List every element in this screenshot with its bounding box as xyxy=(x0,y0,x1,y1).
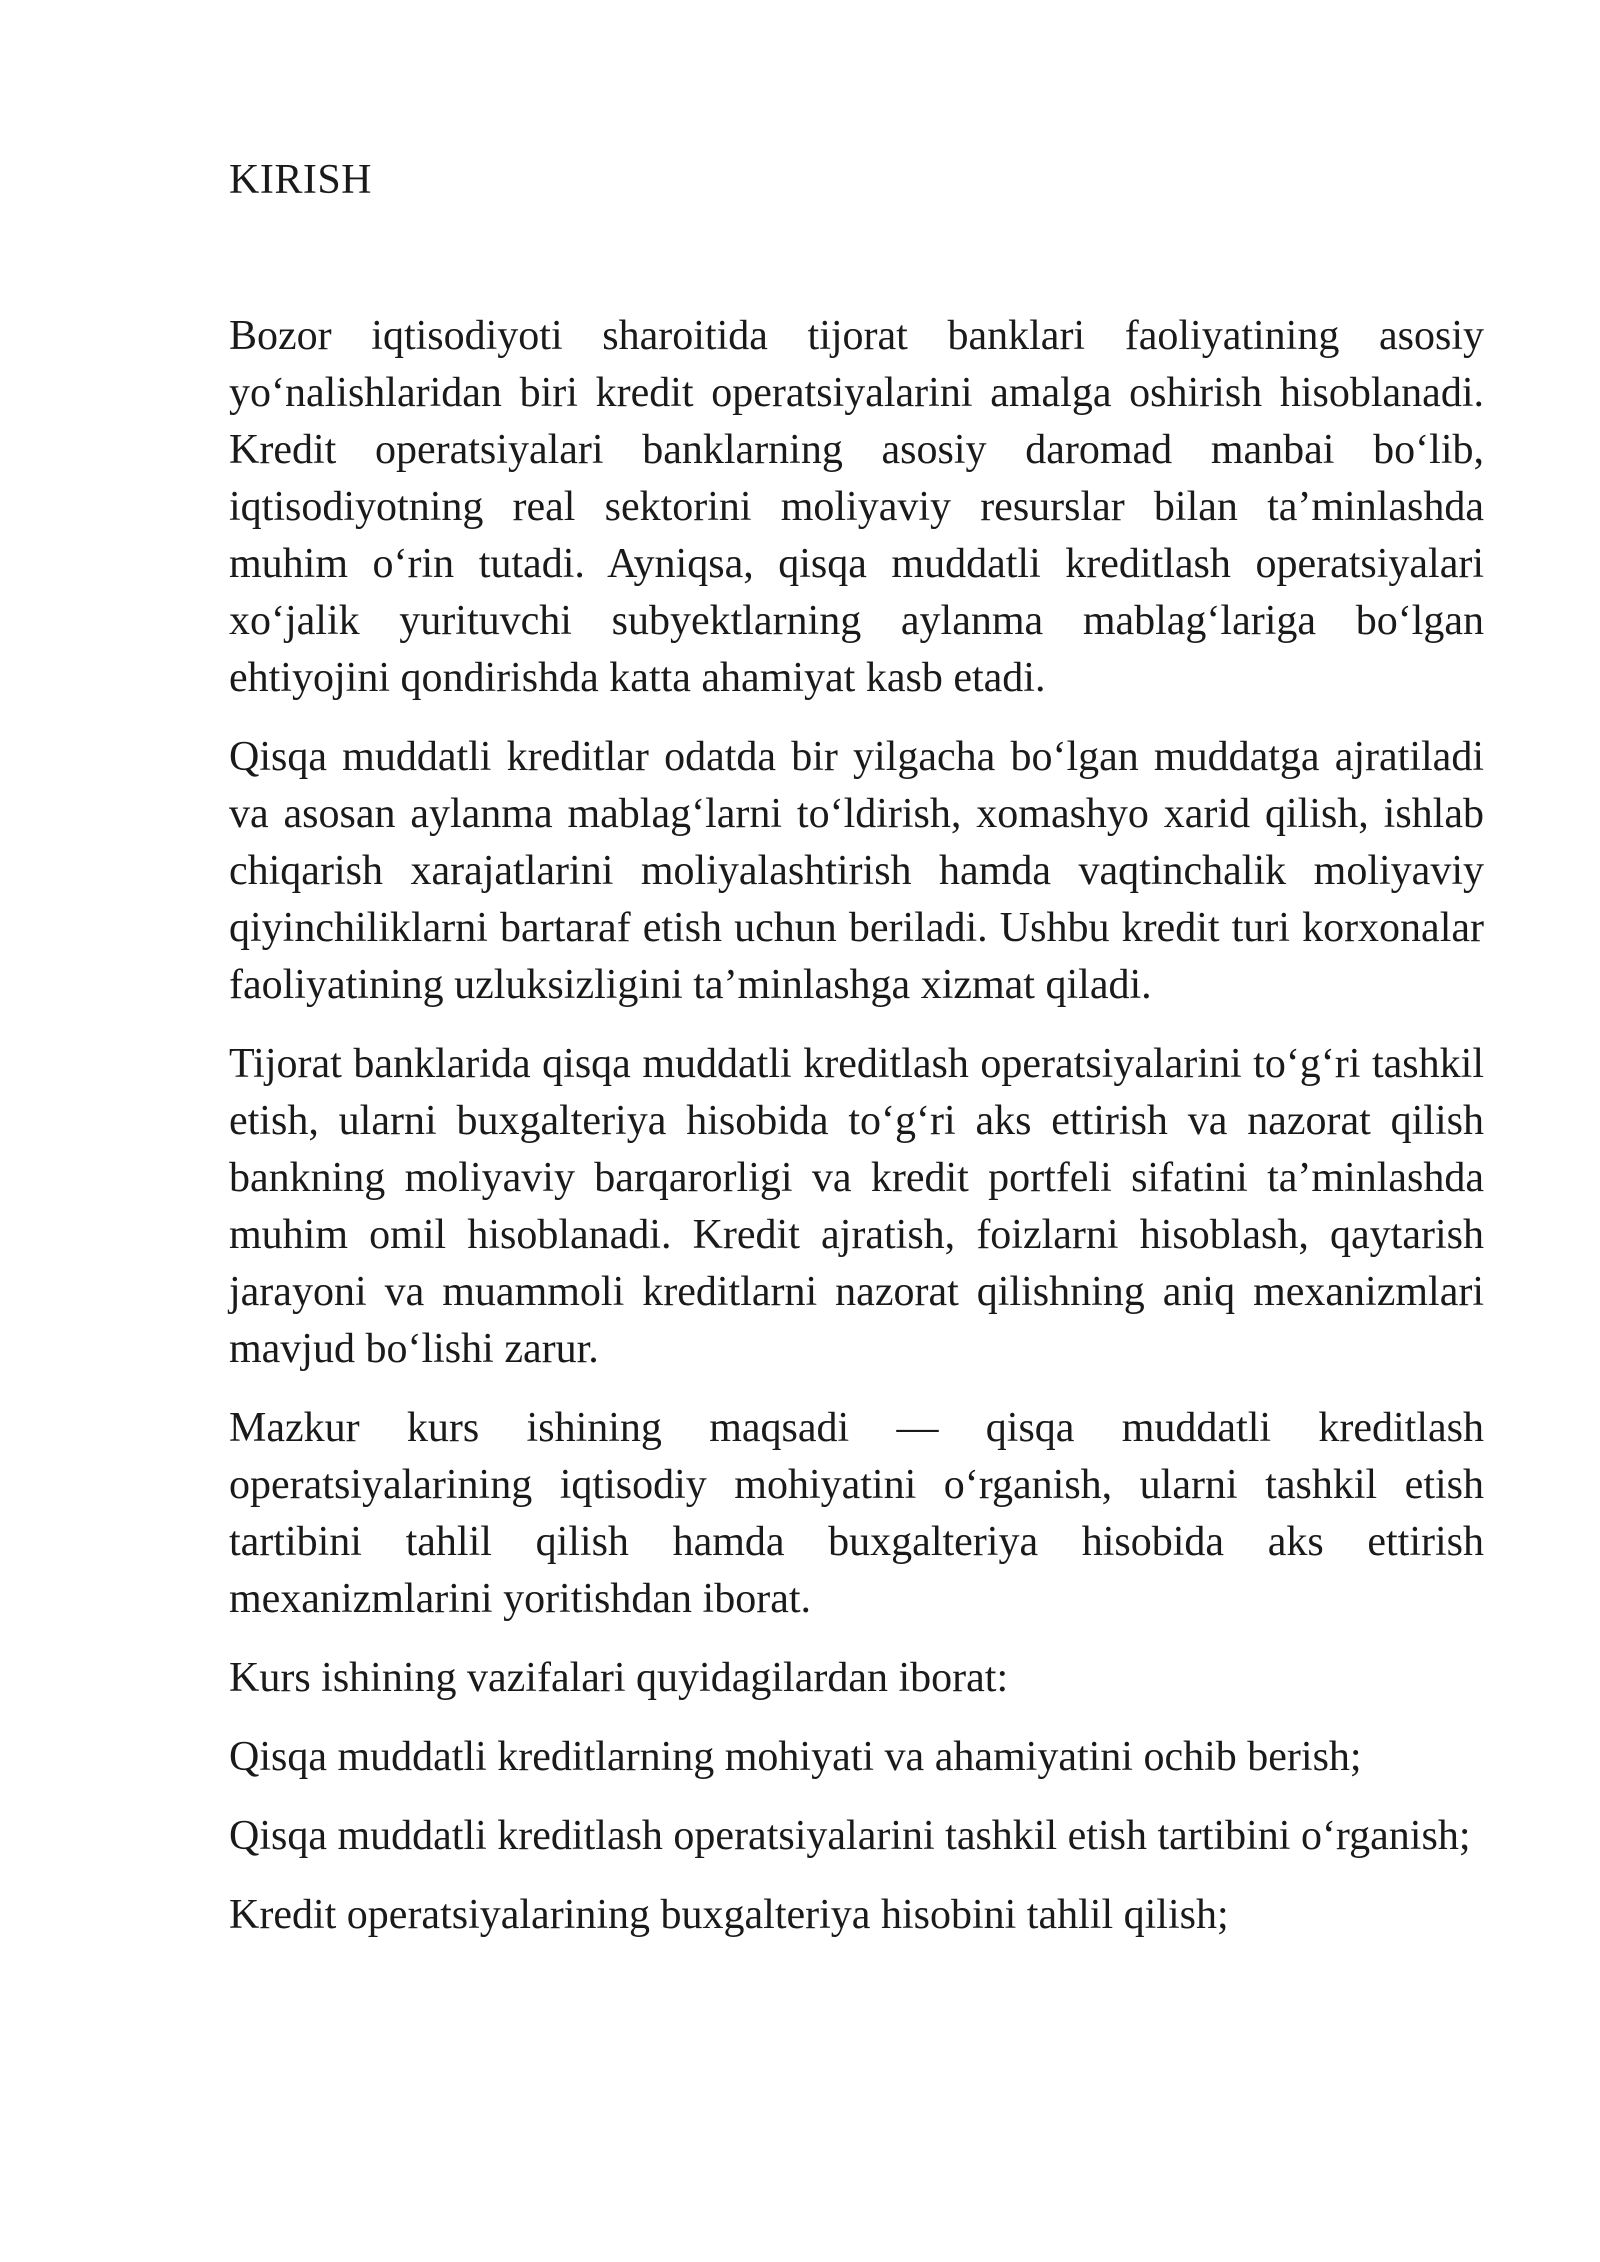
paragraph-bank-operations: Tijorat banklarida qisqa muddatli kreditlash operatsiyalarini to‘g‘ri tashkil etish, ularni buxgalteriya hisobida to‘g‘ri aks ettirish va nazorat qilish bankning moliyaviy barqarorligi va kredit portfeli sifatini ta’minlashda muhim omil hisoblanadi. Kredit ajratish, foizlarni hisoblash, qaytarish jarayoni va muammoli kreditlarni nazorat qilishning aniq mexanizmlari mavjud bo‘lishi zarur. xyxy=(229,1041,1484,1372)
paragraph-short-term-credits: Qisqa muddatli kreditlar odatda bir yilgacha bo‘lgan muddatga ajratiladi va asosan aylanma mablag‘larni to‘ldirish, xomashyo xarid qilish, ishlab chiqarish xarajatlarini moliyalashtirish hamda vaqtinchalik moliyaviy qiyinchiliklarni bartaraf etish uchun beriladi. Ushbu kredit turi korxonalar faoliyatining uzluksizligini ta’minlashga xizmat qiladi. xyxy=(229,734,1484,1008)
document-body xyxy=(229,152,1484,1966)
task-item: Qisqa muddatli kreditlash operatsiyalarini tashkil etish tartibini o‘rganish; xyxy=(229,1813,1471,1859)
paragraph-intro: Bozor iqtisodiyoti sharoitida tijorat banklari faoliyatining asosiy yo‘nalishlaridan biri kredit operatsiyalarini amalga oshirish hisoblanadi. Kredit operatsiyalari banklarning asosiy daromad manbai bo‘lib, iqtisodiyotning real sektorini moliyaviy resurslar bilan ta’minlashda muhim o‘rin tutadi. Ayniqsa, qisqa muddatli kreditlash operatsiyalari xo‘jalik yurituvchi subyektlarning aylanma mablag‘lariga bo‘lgan ehtiyojini qondirishda katta ahamiyat kasb etadi. xyxy=(229,313,1484,701)
paragraph-tasks-intro: Kurs ishining vazifalari quyidagilardan iborat: xyxy=(229,1655,1009,1701)
section-heading: KIRISH xyxy=(229,157,373,203)
task-item: Qisqa muddatli kreditlarning mohiyati va ahamiyatini ochib berish; xyxy=(229,1734,1362,1780)
paragraph-purpose: Mazkur kurs ishining maqsadi — qisqa muddatli kreditlash operatsiyalarining iqtisodiy mohiyatini o‘rganish, ularni tashkil etish tartibini tahlil qilish hamda buxgalteriya hisobida aks ettirish mexanizmlarini yoritishdan iborat. xyxy=(229,1405,1484,1622)
task-item: Kredit operatsiyalarining buxgalteriya hisobini tahlil qilish; xyxy=(229,1892,1229,1938)
